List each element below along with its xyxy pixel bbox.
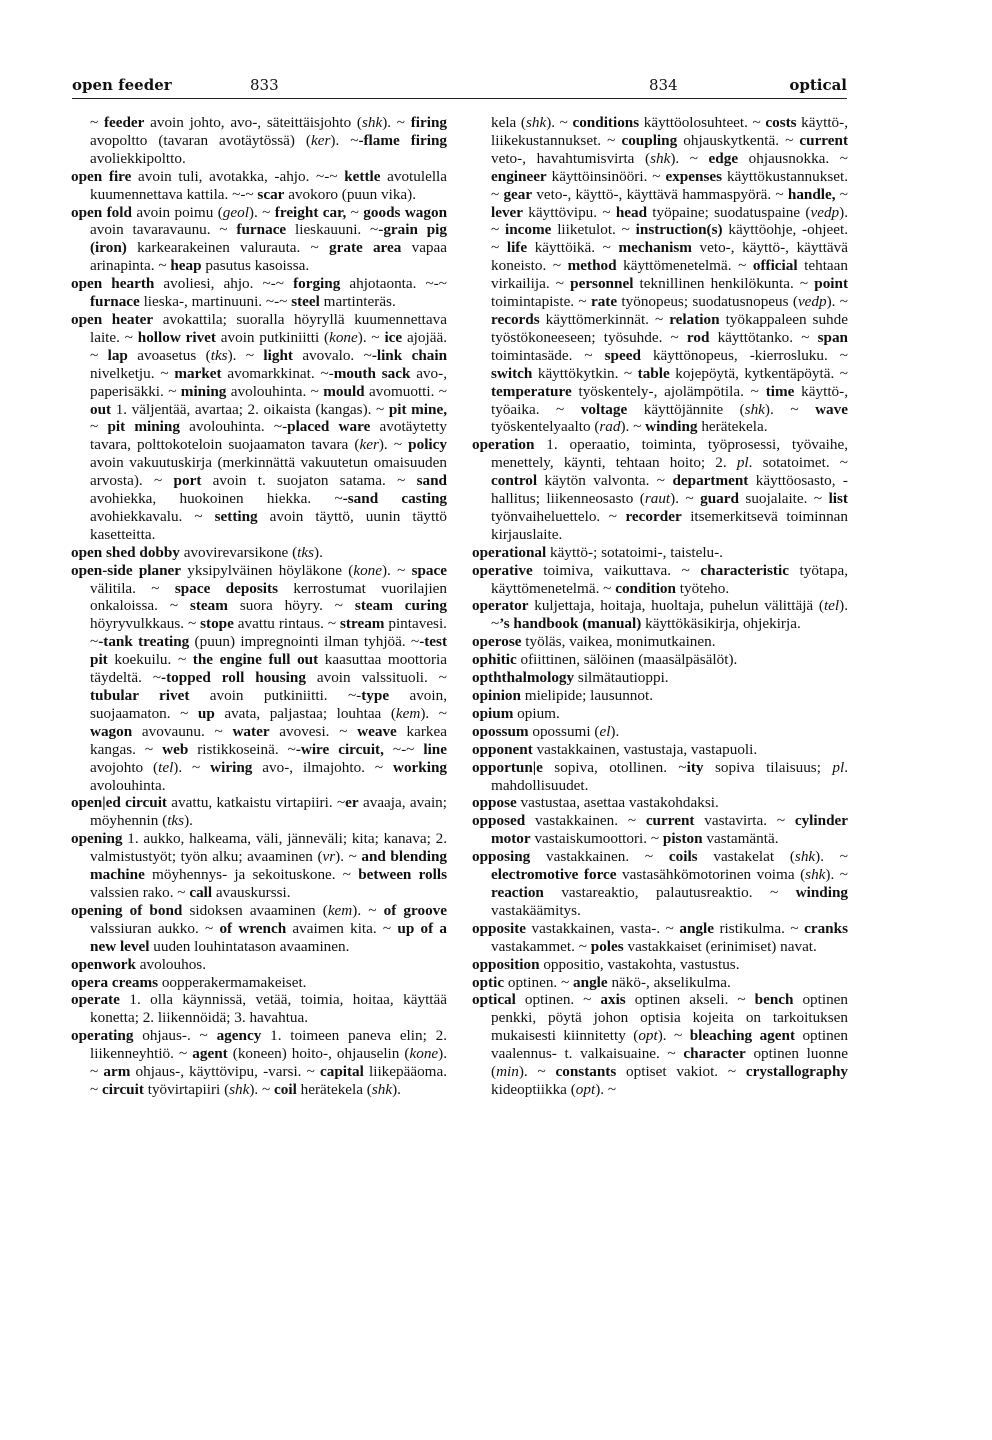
page-number-right: 834 bbox=[649, 76, 678, 94]
entry-definition: kela (shk). ~ conditions käyttöolosuhteet. ~ costs käyttö-, liikekustannukset. ~ coupling ohjauskytkentä. ~ current veto-, havahtumisvirta (shk). ~ edge ohjausnokka. ~ engineer käyttöinsinööri. ~ expenses käyttökustannukset. ~ gear veto-, käyttö-, käyttävä hammaspyörä. ~ handle, ~ lever käyttövipu. ~ head työpaine; suodatuspaine (vedp). ~ income liiketulot. ~ instruction(s) käyttöohje, -ohjeet. ~ life käyttöikä. ~ mechanism veto-, käyttö-, käyttävä koneisto. ~ method käyttömenetelmä. ~ official tehtaan virkailija. ~ personnel teknillinen henkilökunta. ~ point toimintapiste. ~ rate työnopeus; suodatusnopeus (vedp). ~ records käyttömerkinnät. ~ relation työkappaleen suhde työstökoneeseen; työsuhde. ~ rod käyttötanko. ~ span toimintasäde. ~ speed käyttönopeus, -kierrosluku. ~ switch käyttökytkin. ~ table kojepöytä, kytkentäpöytä. ~ temperature työskentely-, ajolämpötila. ~ time käyttö-, työaika. ~ voltage käyttöjännite (shk). ~ wave työskentelyaalto (rad). ~ winding herätekela. bbox=[491, 114, 849, 436]
left-column bbox=[71, 114, 447, 1099]
entry-headword: opinion bbox=[472, 687, 521, 704]
guide-word-right: optical bbox=[789, 76, 847, 94]
entry-headword: operator bbox=[472, 597, 529, 615]
dictionary-entry bbox=[71, 974, 447, 992]
entry-definition: mielipide; lausunnot. bbox=[520, 687, 653, 704]
entry-definition: avokattila; suoralla höyryllä kuumennettava laite. ~ hollow rivet avoin putkiniitti (kone). ~ ice ajojää. ~ lap avoasetus (tks). ~ light avovalo. ~-link chain nivelketju. ~ market avomarkkinat. ~-mouth sack avo-, paperisäkki. ~ mining avolouhinta. ~ mould avomuotti. ~ out 1. väljentää, avartaa; 2. oikaista (kangas). ~ pit mine, ~ pit mining avolouhinta. ~-placed ware avotäytetty tavara, polttokoteloin suojaamaton tavara (ker). ~ policy avoin vakuutuskirja (merkinnättä vakuutetun omaisuuden arvosta). ~ port avoin t. suojaton satama. ~ sand avohiekka, huokoinen hiekka. ~-sand casting avohiekkavalu. ~ setting avoin täyttö, uunin täyttö kasetteitta. bbox=[90, 310, 448, 543]
entry-headword: opponent bbox=[472, 740, 533, 758]
entry-definition: sopiva, otollinen. ~ity sopiva tilaisuus; pl. mahdollisuudet. bbox=[491, 758, 848, 794]
dictionary-entry bbox=[71, 544, 447, 562]
entry-definition: avattu, katkaistu virtapiiri. ~er avaaja, avain; möyhennin (tks). bbox=[90, 794, 447, 830]
dictionary-entry bbox=[472, 741, 848, 759]
dictionary-entry bbox=[472, 687, 848, 705]
dictionary-entry bbox=[71, 830, 447, 902]
dictionary-entry bbox=[472, 812, 848, 848]
entry-headword: optic bbox=[472, 973, 505, 991]
entry-headword: oppose bbox=[472, 794, 517, 812]
dictionary-entry bbox=[71, 168, 447, 204]
dictionary-entry bbox=[71, 794, 447, 830]
guide-word-left: open feeder bbox=[72, 76, 172, 94]
entry-definition: avovirevarsikone (tks). bbox=[179, 543, 323, 561]
entry-definition: ofiittinen, sälöinen (maasälpäsälöt). bbox=[516, 651, 738, 669]
entry-headword: open-side planer bbox=[71, 561, 182, 579]
entry-definition: opossumi (el). bbox=[528, 722, 620, 740]
entry-definition: silmätautioppi. bbox=[574, 669, 669, 687]
entry-definition: kuljettaja, hoitaja, huoltaja, puhelun välittäjä (tel). ~’s handbook (manual) käyttökäsikirja, ohjekirja. bbox=[491, 597, 848, 633]
entry-headword: opposite bbox=[472, 919, 527, 937]
dictionary-entry bbox=[472, 956, 848, 974]
entry-definition: toimiva, vaikuttava. ~ characteristic työtapa, käyttömenetelmä. ~ condition työteho. bbox=[491, 561, 849, 597]
entry-headword: optical bbox=[472, 991, 516, 1009]
entry-headword: opossum bbox=[472, 722, 529, 740]
dictionary-entry bbox=[71, 204, 447, 276]
entry-definition: optinen. ~ axis optinen akseli. ~ bench optinen penkki, pöytä johon optisia kojeita on tarkoituksen mukaisesti kiinnitetty (opt). ~ bleaching agent optinen vaalennus- t. valkaisuaine. ~ character optinen luonne (min). ~ constants optiset vakiot. ~ crystallography kideoptiikka (opt). ~ bbox=[491, 991, 849, 1098]
entry-definition: optinen. ~ angle näkö-, akselikulma. bbox=[504, 973, 731, 991]
entry-definition: ohjaus-. ~ agency 1. toimeen paneva elin; 2. liikenneyhtiö. ~ agent (koneen) hoito-, ohjauselin (kone). ~ arm ohjaus-, käyttövipu, -varsi. ~ capital liikepääoma. ~ circuit työvirtapiiri (shk). ~ coil herätekela (shk). bbox=[90, 1027, 448, 1098]
dictionary-entry bbox=[472, 597, 848, 633]
entry-headword: opportun|e bbox=[472, 758, 543, 776]
dictionary-entry bbox=[71, 991, 447, 1027]
dictionary-entry bbox=[472, 436, 848, 543]
entry-definition: avoin poimu (geol). ~ freight car, ~ goods wagon avoin tavaravaunu. ~ furnace lieskauuni. ~-grain pig (iron) karkearakeinen valurauta. ~ grate area vapaa arinapinta. ~ heap pasutus kasoissa. bbox=[90, 203, 448, 275]
entry-definition: 1. operaatio, toiminta, työprosessi, työvaihe, menettely, käynti, tehtaan hoito; 2. pl. sotatoimet. ~ control käytön valvonta. ~ department käyttöosasto, -hallitus; liikenneosasto (raut). ~ guard suojalaite. ~ list työnvaiheluettelo. ~ recorder itsemerkitsevä toiminnan kirjauslaite. bbox=[491, 436, 849, 543]
dictionary-entry bbox=[472, 562, 848, 598]
right-column bbox=[472, 114, 848, 1099]
dictionary-entry bbox=[472, 848, 848, 920]
dictionary-entry bbox=[472, 544, 848, 562]
running-header bbox=[72, 72, 847, 99]
entry-definition: opium. bbox=[513, 704, 560, 722]
entry-definition: avoliesi, ahjo. ~-~ forging ahjotaonta. ~-~ furnace lieska-, martinuuni. ~-~ steel martinteräs. bbox=[90, 275, 447, 311]
dictionary-entry bbox=[472, 974, 848, 992]
dictionary-entry bbox=[472, 633, 848, 651]
dictionary-entry bbox=[472, 669, 848, 687]
entry-definition: käyttö-; sotatoimi-, taistelu-. bbox=[546, 543, 723, 561]
entry-definition: vastakkainen, vastustaja, vastapuoli. bbox=[532, 740, 758, 758]
dictionary-entry bbox=[472, 759, 848, 795]
entry-headword: opium bbox=[472, 704, 514, 722]
entry-headword: operate bbox=[71, 991, 120, 1009]
entry-headword: open fold bbox=[71, 203, 132, 221]
entry-definition: vastakkainen. ~ coils vastakelat (shk). ~ electromotive force vastasähkömotorinen voima (shk). ~ reaction vastareaktio, palautusreaktio. ~ winding vastakäämitys. bbox=[491, 848, 849, 919]
entry-headword: open hearth bbox=[71, 275, 155, 293]
dictionary-entry bbox=[472, 651, 848, 669]
entry-headword: operose bbox=[472, 633, 522, 651]
entry-definition: yksipylväinen höyläkone (kone). ~ space välitila. ~ space deposits kerrostumat vuorilajien onkaloissa. ~ steam suora höyry. ~ steam curing höyryvulkkaus. ~ stope avattu rintaus. ~ stream pintavesi. ~-tank treating (puun) impregnointi ilman tyhjöä. ~-test pit koekuilu. ~ the engine full out kaasuttaa moottoria täydeltä. ~-topped roll housing avoin valssituoli. ~ tubular rivet avoin putkiniitti. ~-type avoin, suojaamaton. ~ up avata, paljastaa; louhtaa (kem). ~ wagon avovaunu. ~ water avovesi. ~ weave karkea kangas. ~ web ristikkoseinä. ~-wire circuit, ~-~ line avojohto (tel). ~ wiring avo-, ilmajohto. ~ working avolouhinta. bbox=[90, 561, 448, 794]
dictionary-entry bbox=[472, 723, 848, 741]
entry-definition: vastustaa, asettaa vastakohdaksi. bbox=[516, 794, 719, 812]
entry-definition: avolouhos. bbox=[135, 955, 207, 973]
entry-headword: opposing bbox=[472, 848, 531, 866]
dictionary-entry bbox=[71, 114, 447, 168]
dictionary-entry bbox=[472, 705, 848, 723]
entry-headword: opening of bond bbox=[71, 901, 183, 919]
entry-definition: 1. aukko, halkeama, väli, jänneväli; kita; kanava; 2. valmistustyöt; työn alku; avaaminen (vr). ~ and blending machine möyhennys- ja sekoituskone. ~ between rolls valssien rako. ~ call avauskurssi. bbox=[90, 830, 447, 901]
dictionary-entry bbox=[472, 920, 848, 956]
page-number-left: 833 bbox=[250, 76, 279, 94]
entry-definition: vastakkainen, vasta-. ~ angle ristikulma. ~ cranks vastakammet. ~ poles vastakkaiset (erinimiset) navat. bbox=[491, 919, 848, 955]
entry-definition: oopperakermamakeiset. bbox=[158, 973, 307, 991]
entry-definition: sidoksen avaaminen (kem). ~ of groove valssiuran aukko. ~ of wrench avaimen kita. ~ up of a new level uuden louhintatason avaaminen. bbox=[90, 901, 448, 955]
entry-headword: open fire bbox=[71, 167, 132, 185]
dictionary-entry bbox=[71, 562, 447, 795]
entry-headword: openwork bbox=[71, 955, 136, 973]
entry-definition: 1. olla käynnissä, vetää, toimia, hoitaa, käyttää konetta; 2. liikennöidä; 3. havahtua. bbox=[90, 991, 447, 1027]
entry-definition: oppositio, vastakohta, vastustus. bbox=[539, 955, 740, 973]
entry-headword: open heater bbox=[71, 310, 154, 328]
entry-headword: operating bbox=[71, 1027, 134, 1045]
entry-headword: opposed bbox=[472, 812, 526, 830]
dictionary-entry bbox=[472, 794, 848, 812]
entry-headword: operation bbox=[472, 436, 535, 454]
dictionary-entry bbox=[71, 1027, 447, 1099]
entry-definition: ~ feeder avoin johto, avo-, säteittäisjohto (shk). ~ firing avopoltto (tavaran avotäytössä) (ker). ~-flame firing avoliekkipoltto. bbox=[90, 114, 447, 167]
entry-headword: operative bbox=[472, 561, 533, 579]
dictionary-entry bbox=[472, 114, 848, 436]
entry-headword: ophitic bbox=[472, 651, 517, 669]
entry-definition: työläs, vaikea, monimutkainen. bbox=[521, 633, 716, 651]
dictionary-entry bbox=[71, 311, 447, 544]
entry-headword: operational bbox=[472, 543, 547, 561]
dictionary-entry bbox=[71, 902, 447, 956]
entry-definition: vastakkainen. ~ current vastavirta. ~ cylinder motor vastaiskumoottori. ~ piston vastamäntä. bbox=[491, 812, 848, 848]
entry-headword: opposition bbox=[472, 955, 540, 973]
dictionary-entry bbox=[472, 991, 848, 1098]
dictionary-entry bbox=[71, 275, 447, 311]
dictionary-entry bbox=[71, 956, 447, 974]
entry-headword: open shed dobby bbox=[71, 543, 180, 561]
entry-headword: open|ed circuit bbox=[71, 794, 167, 812]
entry-headword: opening bbox=[71, 830, 123, 848]
entry-headword: opththalmology bbox=[472, 669, 575, 687]
entry-definition: avoin tuli, avotakka, -ahjo. ~-~ kettle avotulella kuumennettava kattila. ~-~ scar avokoro (puun vika). bbox=[90, 167, 448, 203]
entry-headword: opera creams bbox=[71, 973, 159, 991]
